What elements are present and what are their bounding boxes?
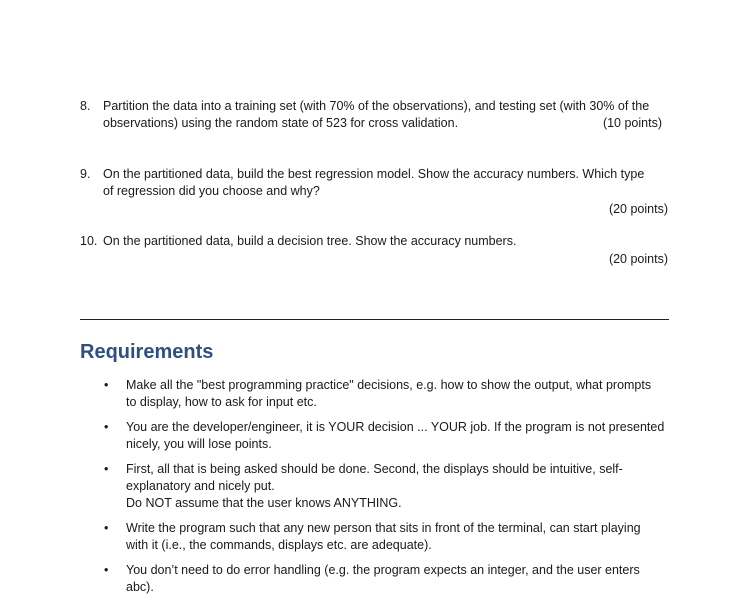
requirement-line: explanatory and nicely put.: [126, 479, 275, 493]
requirement-line: Make all the "best programming practice" decisions, e.g. how to show the output, what prompts: [126, 378, 652, 392]
points-label: (20 points): [608, 202, 668, 216]
points-label: (10 points): [602, 116, 662, 130]
requirement-line: to display, how to ask for input etc.: [126, 395, 317, 409]
question-line: On the partitioned data, build the best regression model. Show the accuracy numbers. Which type: [103, 167, 645, 181]
requirement-line: nicely, you will lose points.: [126, 437, 272, 451]
requirement-line: You don’t need to do error handling (e.g. the program expects an integer, and the user enters: [126, 563, 640, 577]
question-8: [80, 98, 668, 132]
requirements-heading: Requirements: [80, 341, 214, 363]
question-text: [103, 233, 668, 268]
requirement-line: You are the developer/engineer, it is YOUR decision ... YOUR job. If the program is not presented: [126, 420, 665, 434]
requirement-line: Do NOT assume that the user knows ANYTHING.: [126, 496, 402, 510]
list-item: [104, 562, 674, 596]
question-number: 8.: [80, 99, 91, 113]
bullet-icon: •: [104, 563, 109, 577]
question-number: 10.: [80, 234, 98, 248]
section-divider: [80, 319, 669, 320]
requirement-line: First, all that is being asked should be done. Second, the displays should be intuitive, self-: [126, 462, 623, 476]
list-item: [104, 520, 674, 554]
bullet-icon: •: [104, 462, 109, 476]
list-item: [104, 419, 674, 453]
question-number: 9.: [80, 167, 91, 181]
requirement-line: with it (i.e., the commands, displays etc. are adequate).: [126, 538, 432, 552]
bullet-icon: •: [104, 521, 109, 535]
question-text: [103, 166, 668, 218]
points-label: (20 points): [608, 252, 668, 266]
bullet-icon: •: [104, 420, 109, 434]
question-10: [80, 233, 668, 268]
question-line: On the partitioned data, build a decision tree. Show the accuracy numbers.: [103, 234, 517, 248]
question-text: [103, 98, 668, 132]
bullet-icon: •: [104, 378, 109, 392]
question-line: of regression did you choose and why?: [103, 184, 320, 198]
question-line: Partition the data into a training set (with 70% of the observations), and testing set (with 30% of the: [103, 99, 650, 113]
list-item: [104, 377, 674, 411]
question-line-text: observations) using the random state of 523 for cross validation.: [103, 116, 459, 130]
requirement-line: Write the program such that any new person that sits in front of the terminal, can start playing: [126, 521, 641, 535]
requirements-list: [104, 377, 674, 604]
question-9: [80, 166, 668, 218]
list-item: [104, 461, 674, 512]
question-line: [103, 115, 668, 132]
requirement-line: abc).: [126, 580, 154, 594]
